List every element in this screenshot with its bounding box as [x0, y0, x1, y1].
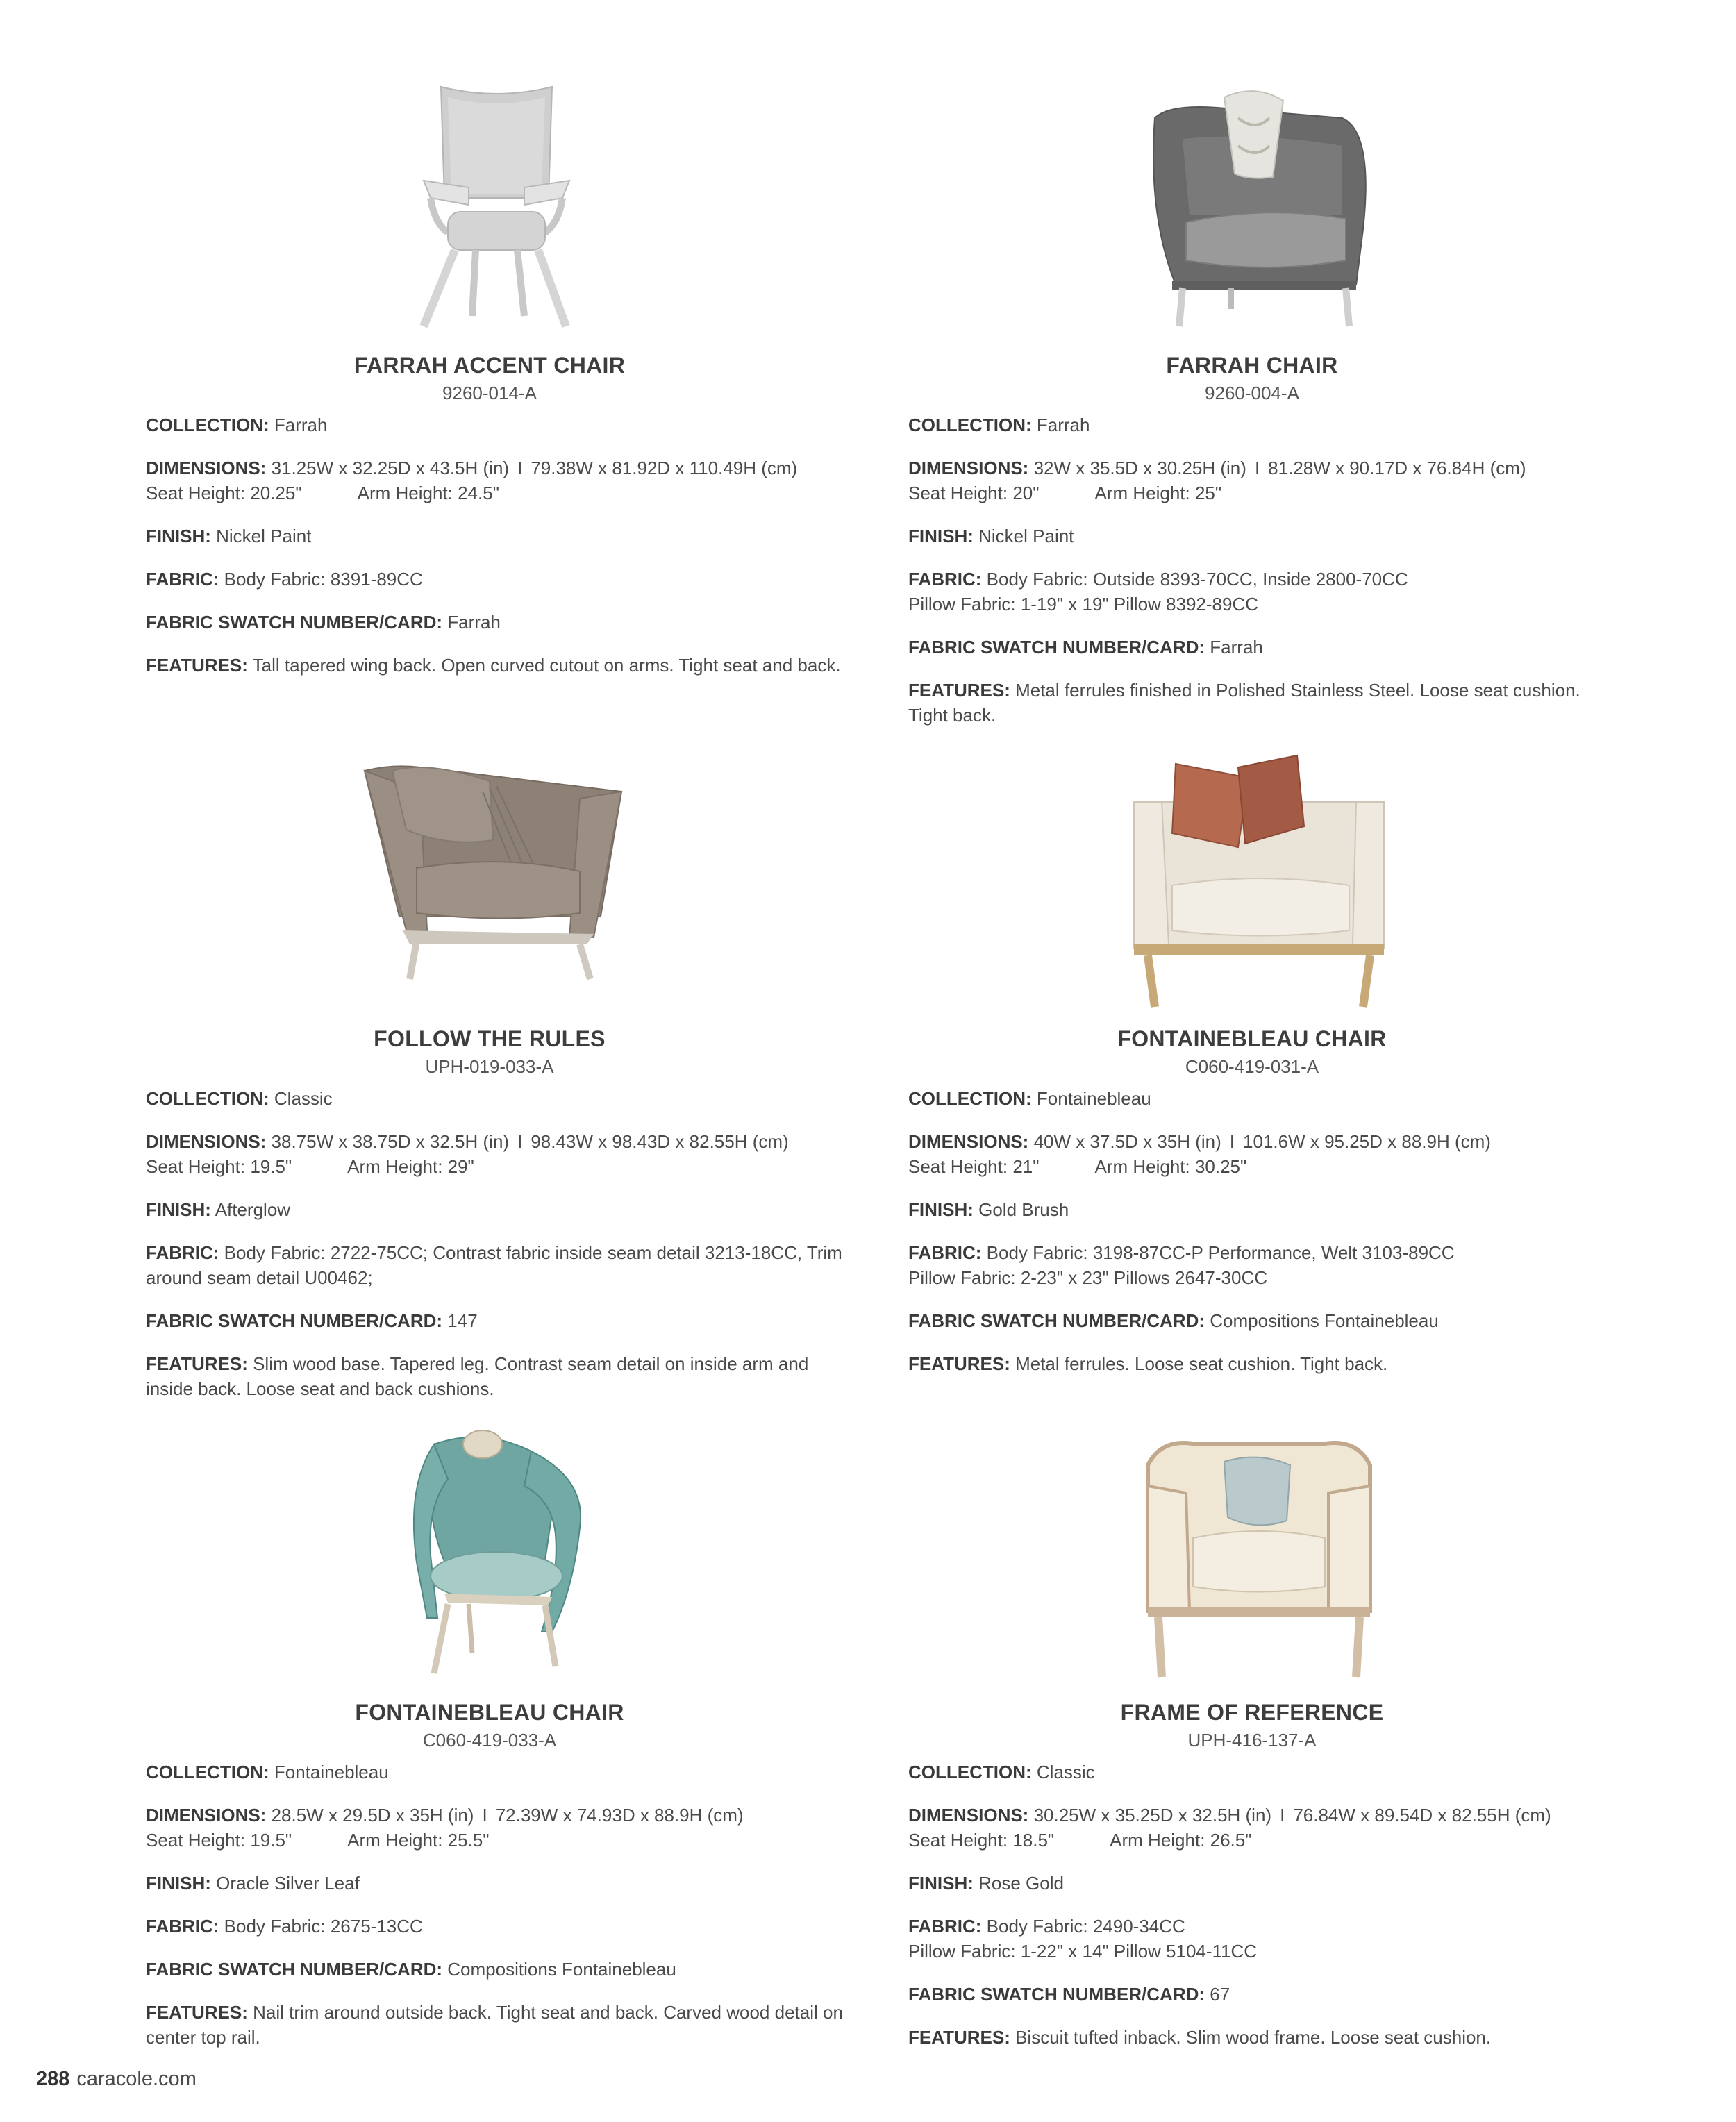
dimensions-label: DIMENSIONS: — [146, 1805, 267, 1826]
chair-image-farrah — [1134, 76, 1384, 340]
dimensions-row — [146, 1803, 847, 1853]
collection-label: COLLECTION: — [908, 415, 1032, 435]
seat-height: Seat Height: 19.5" — [146, 1156, 292, 1177]
features-label: FEATURES: — [146, 1353, 248, 1374]
collection-label: COLLECTION: — [908, 1762, 1032, 1782]
fabric-row — [908, 567, 1610, 617]
product-sku: C060-419-031-A — [1185, 1056, 1319, 1077]
product-card — [908, 750, 1610, 1376]
swatch-row — [146, 1957, 847, 1982]
fabric-label: FABRIC: — [146, 1916, 219, 1937]
dimensions-label: DIMENSIONS: — [146, 458, 267, 478]
dimensions-label: DIMENSIONS: — [908, 1805, 1029, 1826]
features-label: FEATURES: — [146, 2002, 248, 2023]
dimensions-cm: 81.28W x 90.17D x 76.84H (cm) — [1268, 458, 1526, 478]
finish-value: Afterglow — [215, 1199, 291, 1220]
dimensions-separator: I — [1280, 1805, 1285, 1826]
seat-height: Seat Height: 20.25" — [146, 483, 302, 503]
collection-label: COLLECTION: — [146, 1762, 269, 1782]
finish-label: FINISH: — [908, 526, 974, 546]
product-image — [146, 750, 847, 1014]
product-name: FRAME OF REFERENCE — [1120, 1700, 1384, 1725]
dimensions-row — [146, 1129, 847, 1179]
collection-value: Farrah — [1036, 415, 1090, 435]
product-sku: 9260-014-A — [442, 383, 537, 403]
features-label: FEATURES: — [908, 1353, 1010, 1374]
dimensions-in: 30.25W x 35.25D x 32.5H (in) — [1033, 1805, 1272, 1826]
fabric-row — [146, 1914, 847, 1939]
finish-label: FINISH: — [146, 1873, 211, 1894]
swatch-value: 67 — [1210, 1984, 1230, 2005]
dimensions-in: 38.75W x 38.75D x 32.5H (in) — [271, 1131, 510, 1152]
swatch-label: FABRIC SWATCH NUMBER/CARD: — [908, 637, 1205, 658]
finish-label: FINISH: — [908, 1873, 974, 1894]
collection-row — [908, 1086, 1610, 1111]
product-card — [908, 1423, 1610, 2050]
features-row — [146, 1351, 847, 1401]
arm-height: Arm Height: 29" — [347, 1156, 474, 1177]
finish-row — [146, 1871, 847, 1896]
arm-height: Arm Height: 24.5" — [357, 483, 499, 503]
swatch-row — [908, 635, 1610, 660]
dimensions-separator: I — [517, 1131, 523, 1152]
arm-height: Arm Height: 25" — [1094, 483, 1222, 503]
seat-height: Seat Height: 21" — [908, 1156, 1040, 1177]
chair-image-farrah-accent — [392, 76, 601, 340]
fabric-value-line2: Pillow Fabric: 1-19" x 19" Pillow 8392-89CC — [908, 594, 1259, 615]
fabric-label: FABRIC: — [908, 569, 982, 590]
finish-value: Oracle Silver Leaf — [216, 1873, 360, 1894]
seat-height: Seat Height: 19.5" — [146, 1830, 292, 1851]
product-card — [146, 1423, 847, 2050]
dimensions-separator: I — [482, 1805, 487, 1826]
dimensions-cm: 76.84W x 89.54D x 82.55H (cm) — [1293, 1805, 1551, 1826]
product-name: FONTAINEBLEAU CHAIR — [1117, 1026, 1387, 1051]
page-footer — [36, 2068, 197, 2091]
collection-value: Fontainebleau — [1036, 1088, 1151, 1109]
fabric-value-line2: Pillow Fabric: 1-22" x 14" Pillow 5104-11CC — [908, 1941, 1258, 1962]
product-image — [146, 1423, 847, 1687]
dimensions-row — [908, 456, 1610, 506]
product-name: FOLLOW THE RULES — [374, 1026, 606, 1051]
dimensions-row — [908, 1129, 1610, 1179]
collection-label: COLLECTION: — [146, 415, 269, 435]
swatch-row — [146, 1308, 847, 1333]
finish-label: FINISH: — [146, 526, 211, 546]
dimensions-in: 40W x 37.5D x 35H (in) — [1033, 1131, 1221, 1152]
dimensions-cm: 98.43W x 98.43D x 82.55H (cm) — [531, 1131, 789, 1152]
arm-height: Arm Height: 26.5" — [1110, 1830, 1252, 1851]
fabric-value-line2: Pillow Fabric: 2-23" x 23" Pillows 2647-30CC — [908, 1267, 1268, 1288]
chair-image-frame-of-reference — [1120, 1423, 1398, 1687]
swatch-row — [908, 1982, 1610, 2007]
dimensions-label: DIMENSIONS: — [908, 458, 1029, 478]
fabric-value: Body Fabric: 2722-75CC; Contrast fabric inside seam detail 3213-18CC, Trim around seam detail U00462; — [146, 1242, 842, 1288]
finish-label: FINISH: — [146, 1199, 211, 1220]
product-sku: 9260-004-A — [1205, 383, 1299, 403]
collection-row — [146, 1760, 847, 1785]
finish-row — [146, 1197, 847, 1222]
swatch-row — [146, 610, 847, 635]
dimensions-cm: 79.38W x 81.92D x 110.49H (cm) — [531, 458, 798, 478]
collection-row — [146, 1086, 847, 1111]
collection-label: COLLECTION: — [908, 1088, 1032, 1109]
swatch-value: Compositions Fontainebleau — [1210, 1310, 1439, 1331]
dimensions-separator: I — [1229, 1131, 1235, 1152]
features-value: Nail trim around outside back. Tight seat and back. Carved wood detail on center top rail. — [146, 2002, 843, 2048]
dimensions-label: DIMENSIONS: — [908, 1131, 1029, 1152]
page-number: 288 — [36, 2068, 70, 2090]
features-value: Tall tapered wing back. Open curved cutout on arms. Tight seat and back. — [252, 655, 841, 676]
dimensions-row — [146, 456, 847, 506]
chair-image-fontainebleau-033 — [378, 1423, 615, 1687]
features-value: Metal ferrules. Loose seat cushion. Tight back. — [1015, 1353, 1388, 1374]
site-url[interactable]: caracole.com — [76, 2068, 197, 2090]
fabric-label: FABRIC: — [908, 1242, 982, 1263]
fabric-label: FABRIC: — [146, 1242, 219, 1263]
swatch-label: FABRIC SWATCH NUMBER/CARD: — [908, 1310, 1205, 1331]
dimensions-in: 28.5W x 29.5D x 35H (in) — [271, 1805, 474, 1826]
product-card — [908, 76, 1610, 728]
features-value: Slim wood base. Tapered leg. Contrast seam detail on inside arm and inside back. Loose seat and back cushions. — [146, 1353, 809, 1399]
features-label: FEATURES: — [908, 680, 1010, 701]
collection-row — [146, 412, 847, 437]
fabric-value: Body Fabric: 8391-89CC — [224, 569, 423, 590]
collection-row — [908, 412, 1610, 437]
features-row — [146, 2000, 847, 2050]
collection-value: Fontainebleau — [274, 1762, 389, 1782]
features-value: Metal ferrules finished in Polished Stainless Steel. Loose seat cushion. Tight back. — [908, 680, 1580, 726]
arm-height: Arm Height: 30.25" — [1094, 1156, 1247, 1177]
swatch-label: FABRIC SWATCH NUMBER/CARD: — [908, 1984, 1205, 2005]
swatch-value: Farrah — [1210, 637, 1263, 658]
swatch-value: 147 — [447, 1310, 478, 1331]
fabric-value: Body Fabric: 2490-34CC — [986, 1916, 1185, 1937]
product-sku: C060-419-033-A — [422, 1730, 557, 1751]
features-label: FEATURES: — [146, 655, 248, 676]
finish-value: Gold Brush — [978, 1199, 1069, 1220]
fabric-row — [146, 1240, 847, 1290]
fabric-label: FABRIC: — [146, 569, 219, 590]
finish-row — [908, 1871, 1610, 1896]
finish-value: Rose Gold — [978, 1873, 1064, 1894]
collection-value: Classic — [274, 1088, 333, 1109]
finish-label: FINISH: — [908, 1199, 974, 1220]
arm-height: Arm Height: 25.5" — [347, 1830, 490, 1851]
dimensions-in: 32W x 35.5D x 30.25H (in) — [1033, 458, 1246, 478]
features-row — [146, 653, 847, 678]
swatch-label: FABRIC SWATCH NUMBER/CARD: — [146, 612, 443, 633]
swatch-value: Farrah — [447, 612, 501, 633]
product-name: FONTAINEBLEAU CHAIR — [355, 1700, 624, 1725]
product-sku: UPH-416-137-A — [1187, 1730, 1317, 1751]
dimensions-in: 31.25W x 32.25D x 43.5H (in) — [271, 458, 510, 478]
product-image — [908, 76, 1610, 340]
finish-row — [146, 524, 847, 549]
fabric-label: FABRIC: — [908, 1916, 982, 1937]
collection-value: Classic — [1036, 1762, 1095, 1782]
swatch-value: Compositions Fontainebleau — [447, 1959, 676, 1980]
features-row — [908, 678, 1610, 728]
fabric-value: Body Fabric: Outside 8393-70CC, Inside 2800-70CC — [986, 569, 1408, 590]
product-image — [908, 750, 1610, 1014]
finish-value: Nickel Paint — [216, 526, 312, 546]
product-name: FARRAH ACCENT CHAIR — [353, 353, 626, 378]
finish-row — [908, 1197, 1610, 1222]
fabric-row — [908, 1914, 1610, 1964]
swatch-label: FABRIC SWATCH NUMBER/CARD: — [146, 1310, 443, 1331]
seat-height: Seat Height: 20" — [908, 483, 1040, 503]
finish-row — [908, 524, 1610, 549]
swatch-label: FABRIC SWATCH NUMBER/CARD: — [146, 1959, 443, 1980]
features-value: Biscuit tufted inback. Slim wood frame. Loose seat cushion. — [1015, 2027, 1492, 2048]
product-card — [146, 750, 847, 1401]
product-sku: UPH-019-033-A — [425, 1056, 554, 1077]
collection-label: COLLECTION: — [146, 1088, 269, 1109]
fabric-value: Body Fabric: 2675-13CC — [224, 1916, 423, 1937]
collection-row — [908, 1760, 1610, 1785]
fabric-value: Body Fabric: 3198-87CC-P Performance, Welt 3103-89CC — [986, 1242, 1455, 1263]
dimensions-label: DIMENSIONS: — [146, 1131, 267, 1152]
dimensions-separator: I — [1254, 458, 1260, 478]
finish-value: Nickel Paint — [978, 526, 1074, 546]
fabric-row — [908, 1240, 1610, 1290]
chair-image-follow-the-rules — [351, 750, 642, 1014]
product-image — [146, 76, 847, 340]
product-card — [146, 76, 847, 678]
dimensions-cm: 72.39W x 74.93D x 88.9H (cm) — [495, 1805, 744, 1826]
collection-value: Farrah — [274, 415, 328, 435]
fabric-row — [146, 567, 847, 592]
seat-height: Seat Height: 18.5" — [908, 1830, 1055, 1851]
dimensions-row — [908, 1803, 1610, 1853]
features-row — [908, 1351, 1610, 1376]
features-row — [908, 2025, 1610, 2050]
chair-image-fontainebleau-031 — [1113, 750, 1405, 1014]
product-image — [908, 1423, 1610, 1687]
dimensions-separator: I — [517, 458, 523, 478]
dimensions-cm: 101.6W x 95.25D x 88.9H (cm) — [1243, 1131, 1491, 1152]
swatch-row — [908, 1308, 1610, 1333]
features-label: FEATURES: — [908, 2027, 1010, 2048]
product-name: FARRAH CHAIR — [1166, 353, 1338, 378]
